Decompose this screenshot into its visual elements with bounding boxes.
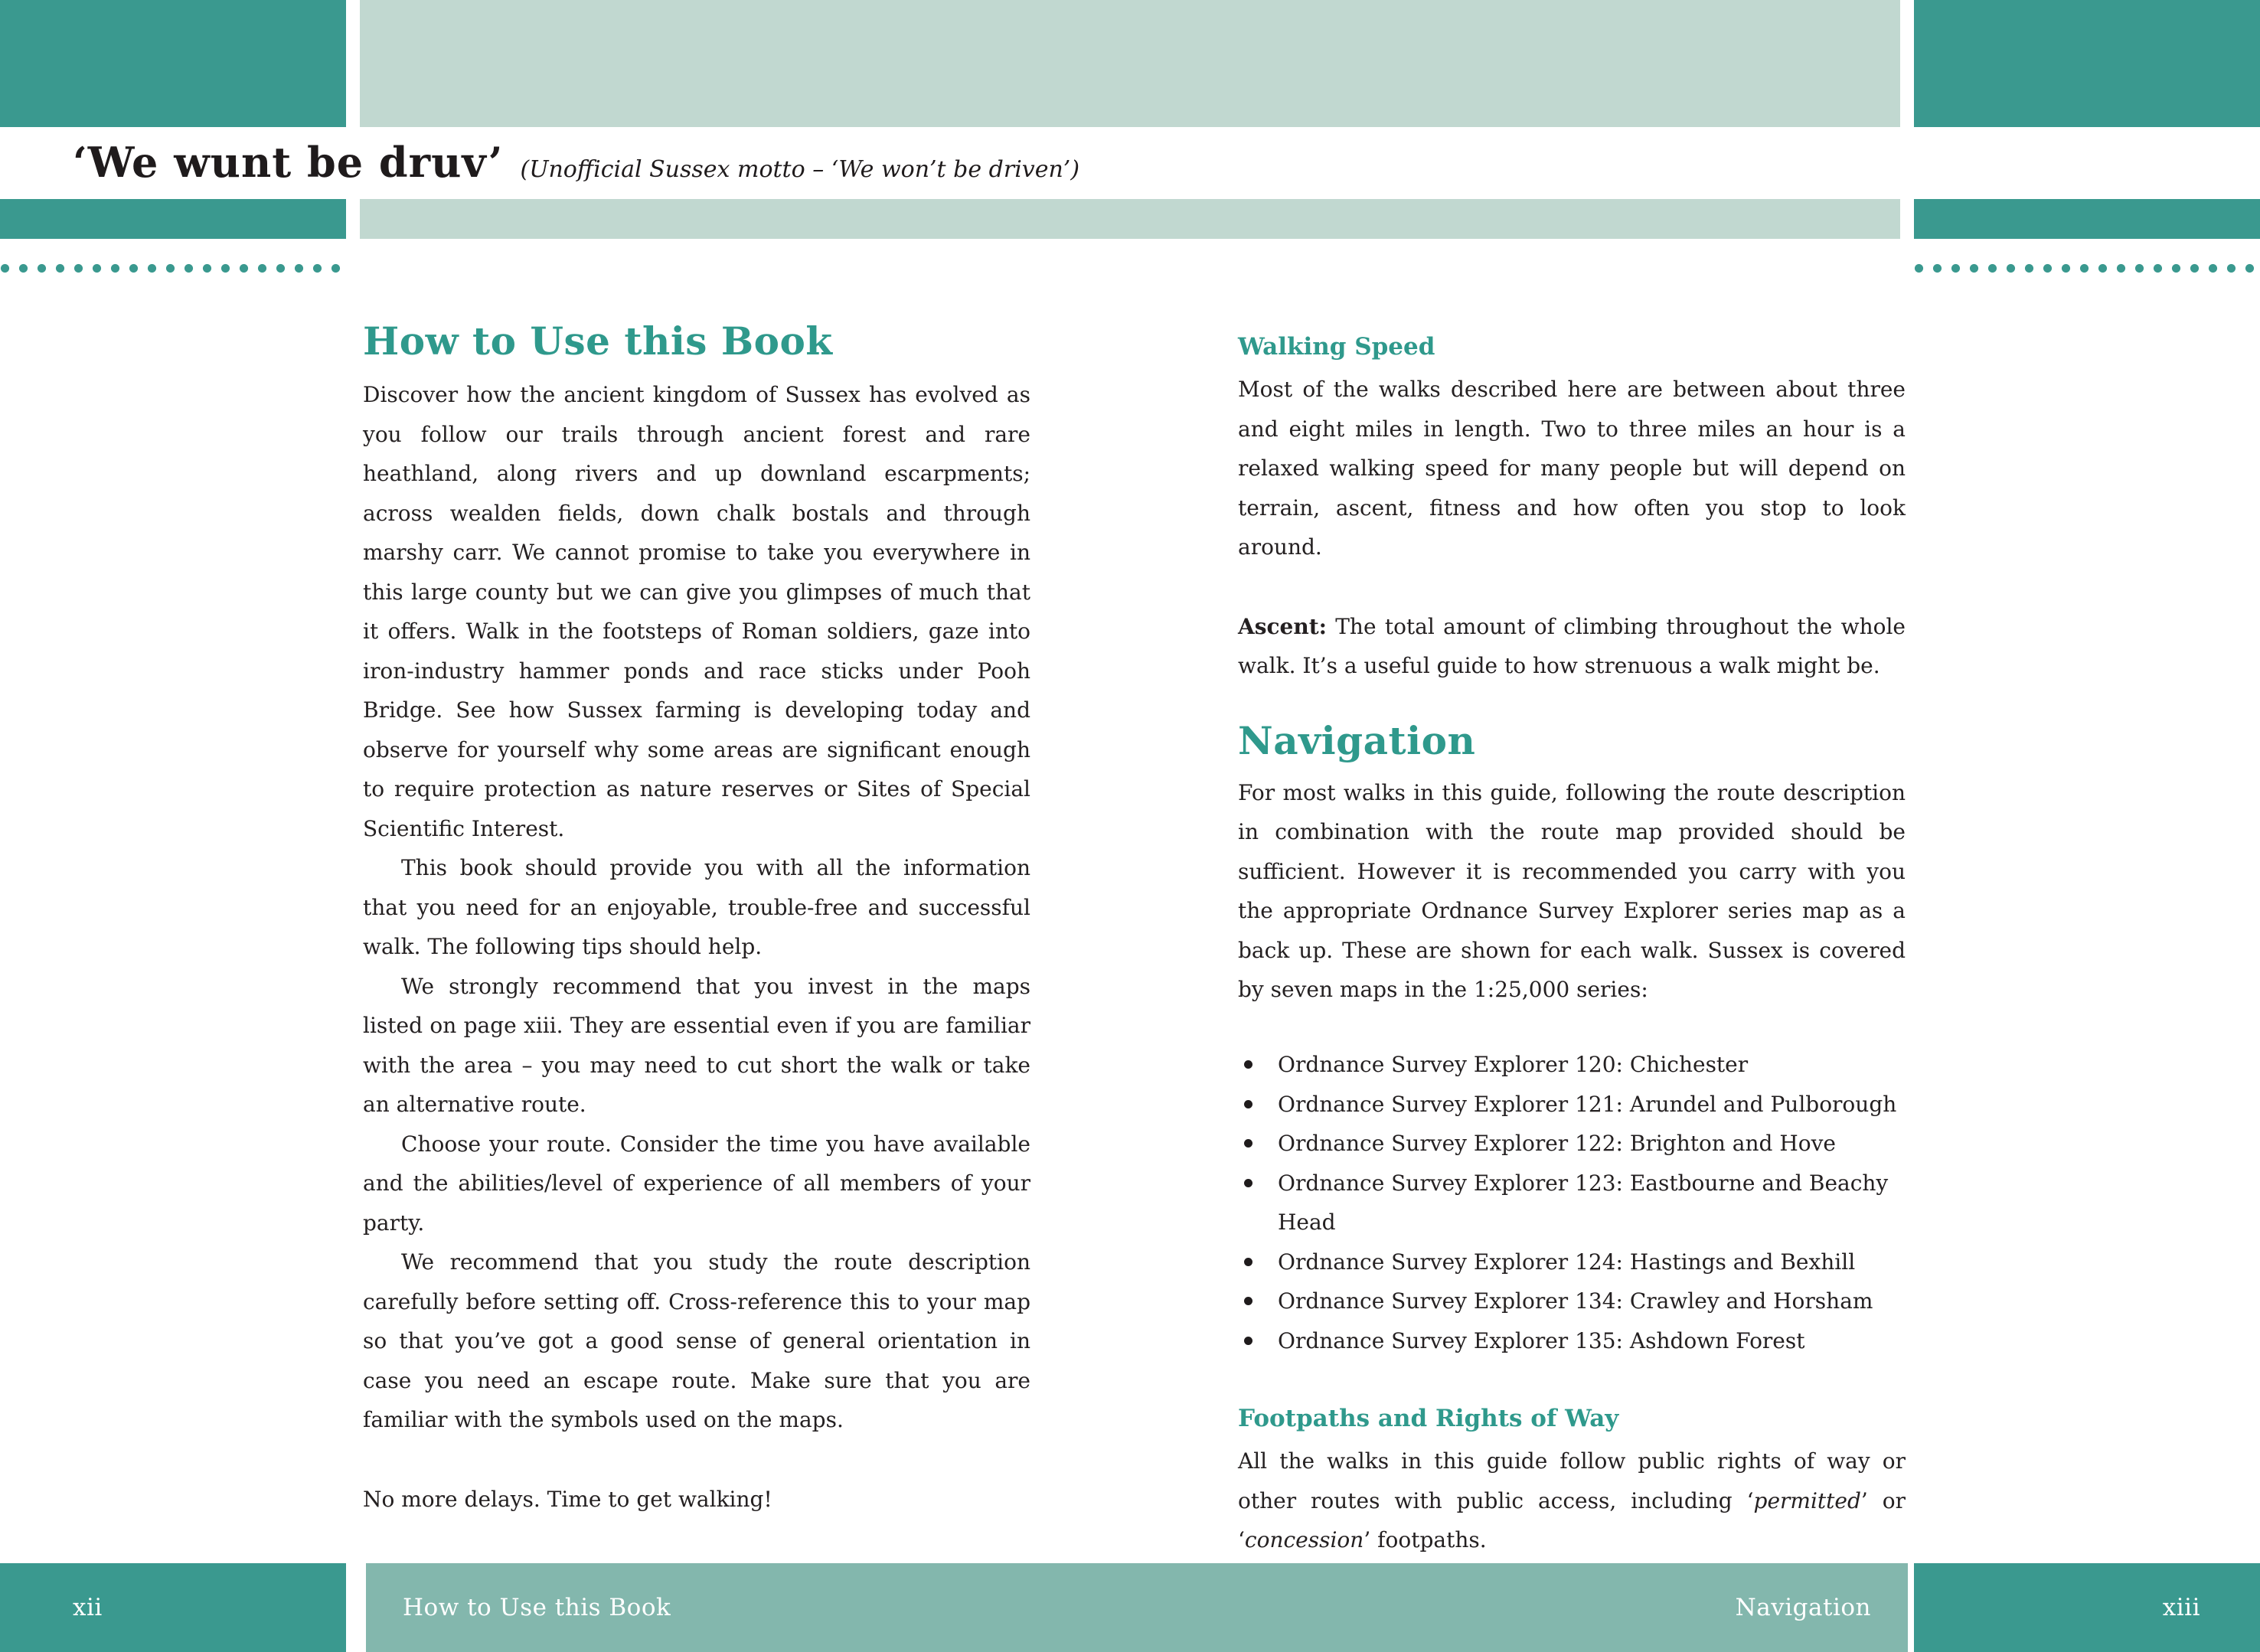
page-number-right: xiii [2162, 1594, 2200, 1621]
list-item [1238, 1085, 1906, 1125]
paragraph: This book should provide you with all the information that you need for an enjoyable, trouble-free and successful walk. The following tips should help. [363, 855, 1030, 960]
list-item [1238, 1045, 1906, 1085]
ascent-text: The total amount of climbing throughout the whole walk. It’s a useful guide to how strenuous a walk might be. [1238, 613, 1906, 679]
list-item-text: Ordnance Survey Explorer 124: Hastings and Bexhill [1278, 1249, 1856, 1275]
footpaths-italic: permitted [1753, 1487, 1861, 1513]
header-band-center [360, 0, 1900, 127]
strip-block-right [1914, 199, 2260, 239]
list-item-text: Ordnance Survey Explorer 123: Eastbourne and Beachy Head [1278, 1170, 1889, 1236]
list-item-text: Ordnance Survey Explorer 135: Ashdown Forest [1278, 1327, 1805, 1353]
list-item-text: Ordnance Survey Explorer 134: Crawley and Horsham [1278, 1288, 1873, 1314]
paragraph: We recommend that you study the route description carefully before setting off. Cross-reference this to your map so that you’ve got a good sense of general orientation in case you need an escape route. Make sure that you are familiar with the symbols used on the maps. [363, 1249, 1030, 1433]
bullet-icon [1244, 1297, 1252, 1305]
dotted-divider-right [1914, 263, 2260, 273]
list-item-text: Ordnance Survey Explorer 122: Brighton and Hove [1278, 1131, 1836, 1157]
os-maps-list [1238, 1045, 1906, 1360]
footer-section-left: How to Use this Book [403, 1594, 671, 1621]
footer-section-right: Navigation [1735, 1594, 1871, 1621]
motto-note: (Unofficial Sussex motto – ‘We won’t be driven’) [520, 156, 1080, 183]
header-block-right [1914, 0, 2260, 127]
left-page-column [363, 320, 1030, 1519]
paragraph: We strongly recommend that you invest in the maps listed on page xiii. They are essential even if you are familiar with the area – you may need to cut short the walk or take an alternative route. [363, 973, 1030, 1118]
paragraph: For most walks in this guide, following the route description in combination with the route map provided should be sufficient. However it is recommended you carry with you the appropriate Ordnance Survey Explorer series map as a back up. These are shown for each walk. Sussex is covered by seven maps in the 1:25,000 series: [1238, 779, 1906, 1003]
subheading-footpaths: Footpaths and Rights of Way [1238, 1405, 1619, 1433]
header-block-left [0, 0, 346, 127]
list-item [1238, 1164, 1906, 1242]
list-item [1238, 1321, 1906, 1361]
footpaths-text: All the walks in this guide follow public rights of way or other routes with public access, including ‘ [1238, 1448, 1906, 1513]
bullet-icon [1244, 1179, 1252, 1187]
subheading-walking-speed: Walking Speed [1238, 333, 1435, 361]
list-item-text: Ordnance Survey Explorer 120: Chichester [1278, 1052, 1749, 1077]
bullet-icon [1244, 1258, 1252, 1266]
list-item [1238, 1242, 1906, 1282]
bullet-icon [1244, 1139, 1252, 1148]
page-number-left: xii [73, 1594, 103, 1621]
footer-block-right [1914, 1563, 2260, 1652]
motto-band [0, 127, 2260, 199]
footpaths-paragraph [1238, 1441, 1906, 1560]
footpaths-italic: concession [1244, 1527, 1364, 1553]
motto-text: ‘We wunt be druv’ [73, 138, 504, 187]
section-title-navigation: Navigation [1238, 717, 1476, 763]
section-title-how-to-use: How to Use this Book [363, 318, 833, 364]
bullet-icon [1244, 1100, 1252, 1108]
right-page-column [1238, 320, 1906, 1560]
paragraph: Most of the walks described here are between about three and eight miles in length. Two to three miles an hour is a relaxed walking speed for many people but will depend on terrain, ascent, fitness and how often you stop to look around. [1238, 377, 1906, 560]
paragraph: Choose your route. Consider the time you have available and the abilities/level of experience of all members of your party. [363, 1131, 1030, 1236]
closing-line: No more delays. Time to get walking! [363, 1486, 772, 1512]
ascent-label: Ascent: [1238, 613, 1327, 639]
dotted-divider-left [0, 263, 346, 273]
ascent-paragraph [1238, 607, 1906, 686]
bullet-icon [1244, 1060, 1252, 1069]
footer-block-left [0, 1563, 346, 1652]
list-item [1238, 1281, 1906, 1321]
list-item [1238, 1124, 1906, 1164]
strip-block-left [0, 199, 346, 239]
bullet-icon [1244, 1337, 1252, 1345]
strip-band-center [360, 199, 1900, 239]
footer-band-center [366, 1563, 1908, 1652]
footpaths-text: ’ footpaths. [1364, 1527, 1487, 1553]
list-item-text: Ordnance Survey Explorer 121: Arundel and Pulborough [1278, 1091, 1897, 1117]
footpaths-text: ’ or ‘ [1238, 1487, 1906, 1553]
paragraph: Discover how the ancient kingdom of Sussex has evolved as you follow our trails through ancient forest and rare heathland, along rivers and up downland escarpments; across wealden fields, down chalk bostals and through marshy carr. We cannot promise to take you everywhere in this large county but we can give you glimpses of much that it offers. Walk in the footsteps of Roman soldiers, gaze into iron-industry hammer ponds and race sticks under Pooh Bridge. See how Sussex farming is developing today and observe for yourself why some areas are significant enough to require protection as nature reserves or Sites of Special Scientific Interest. [363, 382, 1030, 841]
